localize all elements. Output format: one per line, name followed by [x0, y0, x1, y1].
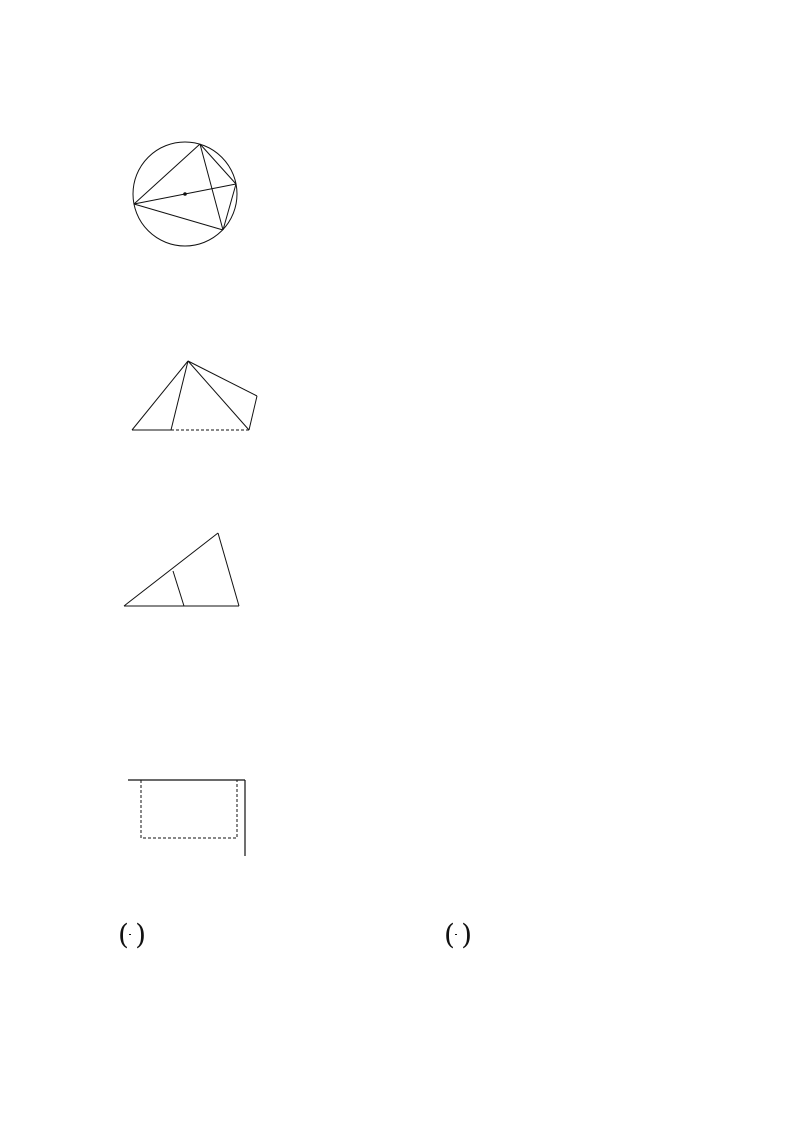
q9-option-d: ( ): [444, 918, 473, 951]
q7-triangle-figure: [118, 346, 278, 452]
q9-option-d-numerator: [455, 934, 457, 935]
q9-option-c: ( ): [118, 918, 147, 951]
q6-circle-figure: [120, 130, 250, 242]
q8-triangle-figure: [118, 516, 258, 628]
q9-wall-figure: [120, 768, 260, 860]
q9-option-c-numerator: [129, 934, 131, 935]
